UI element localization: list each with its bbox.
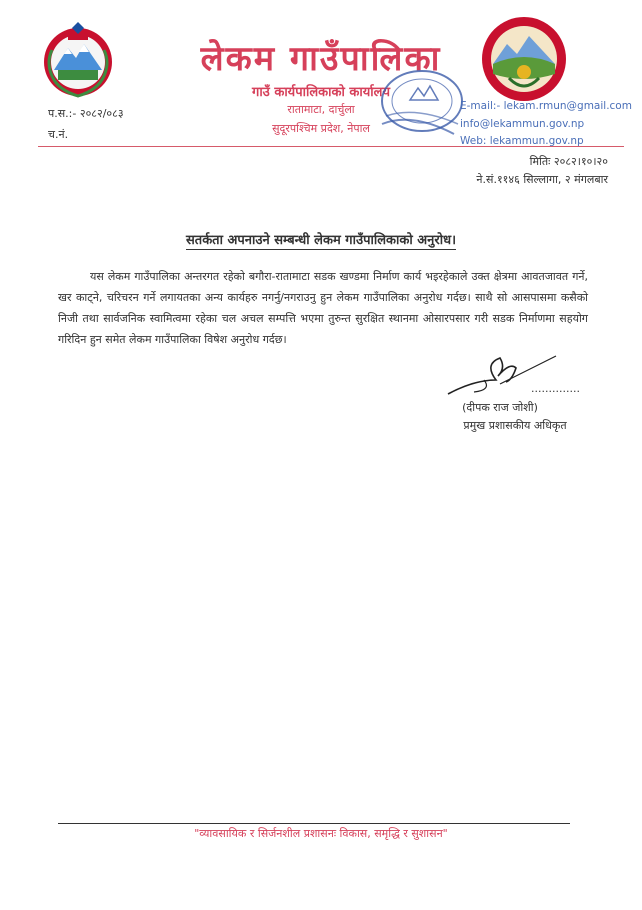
dispatch-number: च.नं. [48,128,69,141]
signatory-name: (दीपक राज जोशी) [462,401,538,414]
org-name: लेकम गाउँपालिका [200,39,442,79]
signature-dots: .............. [531,382,580,395]
email-address-secondary[interactable]: info@lekammun.gov.np [460,118,585,130]
signatory-title: प्रमुख प्रशासकीय अधिकृत [463,419,567,432]
date-bs: मितिः २०८२।१०।२० [529,155,608,168]
office-province: सुदूरपश्चिम प्रदेश, नेपाल [272,122,370,135]
office-stamp-icon [372,64,464,138]
footer-divider [58,823,570,824]
email-address[interactable]: E-mail:- lekam.rmun@gmail.com [460,100,632,112]
office-name: गाउँ कार्यपालिकाको कार्यालय [252,85,390,100]
website-link[interactable]: Web: lekammun.gov.np [460,135,584,147]
letter-subject [0,230,642,248]
office-address: रातामाटा, दार्चुला [287,103,355,116]
date-nepal-sambat: ने.सं.११४६ सिल्लागा, २ मंगलबार [476,173,608,186]
letter-body: यस लेकम गाउँपालिका अन्तरगत रहेको बगौरा-रातामाटा सडक खण्डमा निर्माण कार्य भइरहेकाले उक्त क्षेत्रमा आवतजावत गर्ने, खर काट्ने, चरिचरन गर्ने लगायतका अन्य कार्यहरु नगर्नु/नगराउनु हुन लेकम गाउँपालिका अनुरोध गर्दछ। साथै सो आसपासमा कसैको निजी तथा सार्वजनिक स्वामित्वमा रहेका चल अचल सम्पत्ति भएमा तुरुन्त सुरक्षित स्थानमा ओसारपसार गरी सडक निर्माणमा सहयोग गरिदिन हुन समेत लेकम गाउँपालिका विषेश अनुरोध गर्दछ। [58,270,588,346]
footer-motto: "व्यावसायिक र सिर्जनशील प्रशासनः विकास, समृद्धि र सुशासन" [194,827,448,840]
header-divider [38,146,624,147]
subject-text: सतर्कता अपनाउने सम्बन्धी लेकम गाउँपालिकाको अनुरोध। [186,233,456,248]
reference-number: प.स.:- २०८२/०८३ [48,107,124,120]
